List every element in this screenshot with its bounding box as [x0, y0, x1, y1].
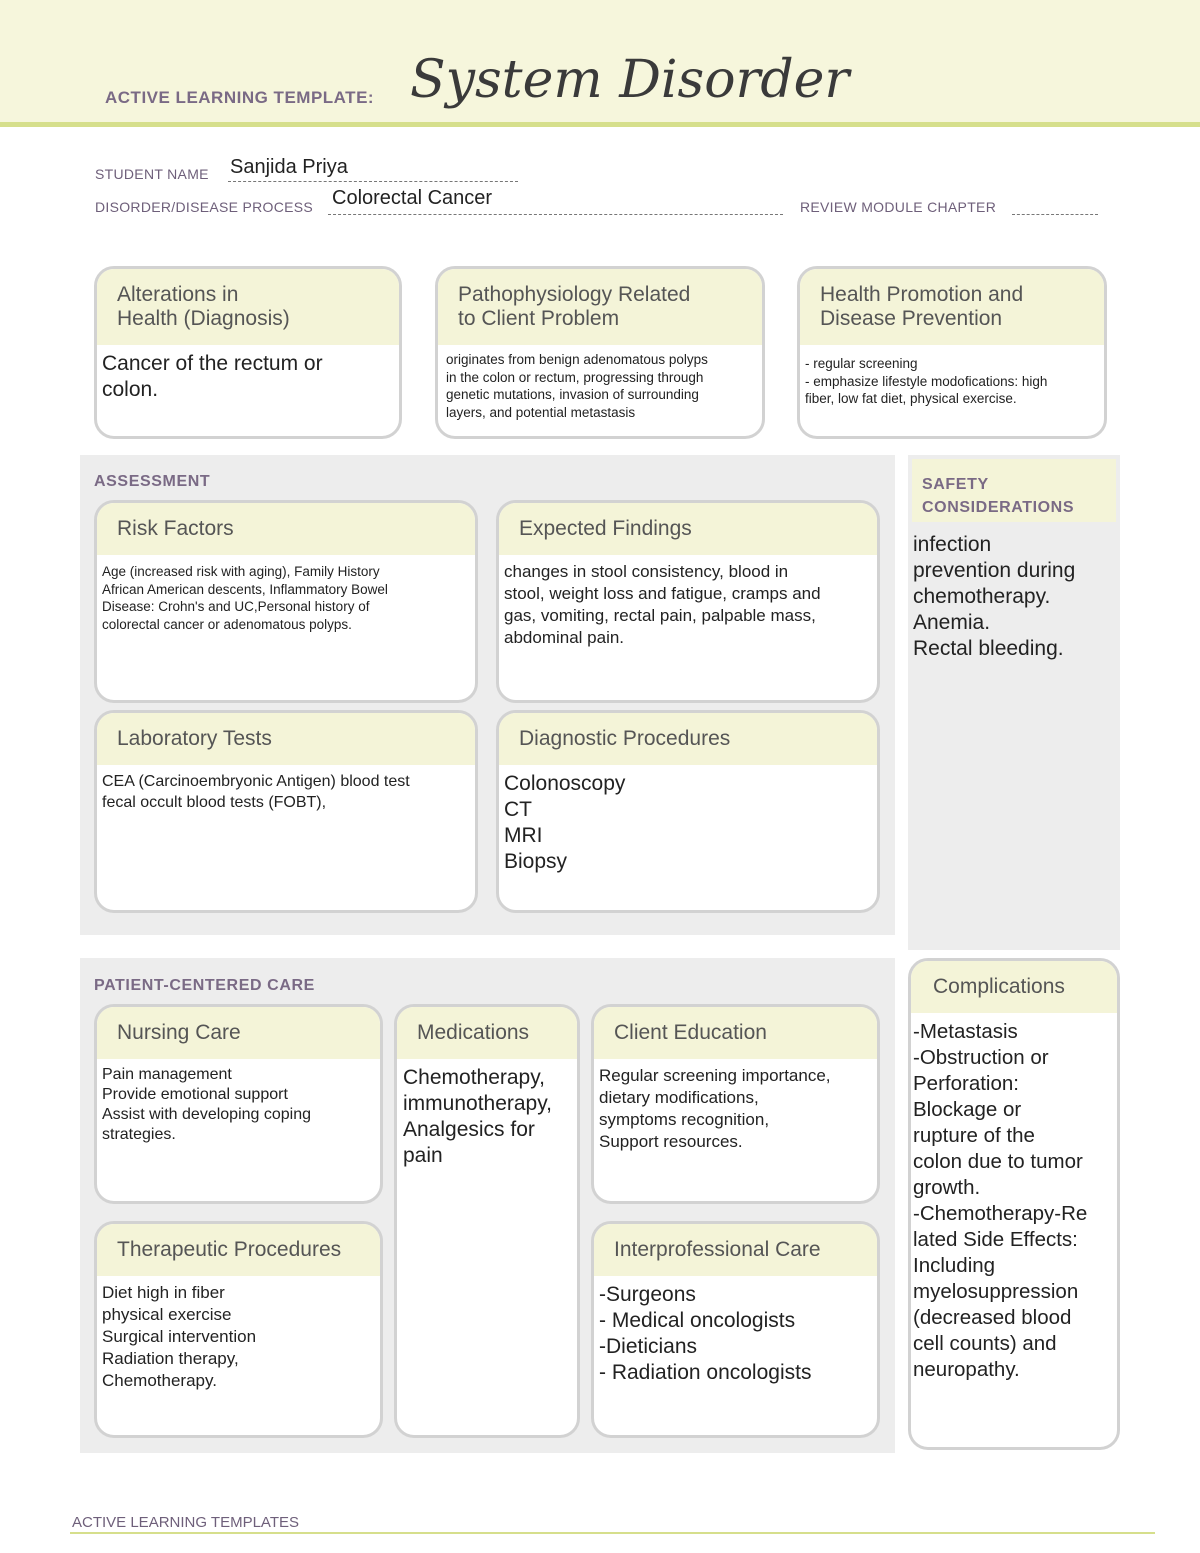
- health-promotion-title: Health Promotion and Disease Prevention: [800, 269, 1104, 345]
- health-promotion-box: [797, 266, 1107, 439]
- safety-label: SAFETY CONSIDERATIONS: [922, 476, 1075, 516]
- complications-text[interactable]: -Metastasis -Obstruction or Perforation: Blockage or rupture of the colon due to tumor growth. -Chemotherapy-Re lated Side Effects: Including myelosuppression (decreased blood cell counts) and neuropathy.: [913, 1020, 1088, 1381]
- risk-factors-text[interactable]: Age (increased risk with aging), Family History African American descents, Inflammatory Bowel Disease: Crohn's and UC,Personal history of colorectal cancer or adenomatous polyps.: [102, 564, 388, 632]
- template-label: ACTIVE LEARNING TEMPLATE:: [105, 88, 375, 107]
- nursing-care-title: Nursing Care: [97, 1007, 380, 1059]
- alterations-title: Alterations in Health (Diagnosis): [97, 269, 399, 345]
- alterations-text[interactable]: Cancer of the rectum or colon.: [102, 352, 323, 401]
- therapeutic-procedures-box: [94, 1221, 383, 1438]
- medications-box: [394, 1004, 580, 1438]
- alterations-box: [94, 266, 402, 439]
- template-title: System Disorder: [410, 50, 850, 110]
- complications-title: Complications: [911, 961, 1117, 1013]
- therapeutic-procedures-text[interactable]: Diet high in fiber physical exercise Surgical intervention Radiation therapy, Chemotherapy.: [102, 1283, 257, 1390]
- patient-centered-care-label: PATIENT-CENTERED CARE: [94, 977, 315, 994]
- laboratory-tests-text[interactable]: CEA (Carcinoembryonic Antigen) blood test fecal occult blood tests (FOBT),: [102, 773, 410, 811]
- laboratory-tests-title: Laboratory Tests: [97, 713, 475, 765]
- risk-factors-box: [94, 500, 478, 703]
- health-promotion-text[interactable]: - regular screening - emphasize lifestyle modofications: high fiber, low fat diet, physical exercise.: [805, 356, 1048, 406]
- diagnostic-procedures-box: [496, 710, 880, 913]
- client-education-text[interactable]: Regular screening importance, dietary modifications, symptoms recognition, Support resources.: [599, 1066, 831, 1151]
- medications-title: Medications: [397, 1007, 577, 1059]
- therapeutic-procedures-title: Therapeutic Procedures: [97, 1224, 380, 1276]
- expected-findings-text[interactable]: changes in stool consistency, blood in stool, weight loss and fatigue, cramps and gas, vomiting, rectal pain, palpable mass, abdominal pain.: [504, 562, 821, 647]
- footer-text: ACTIVE LEARNING TEMPLATES: [72, 1514, 299, 1531]
- pathophysiology-text[interactable]: originates from benign adenomatous polyps in the colon or rectum, progressing through genetic mutations, invasion of surrounding layers, and potential metastasis: [446, 352, 708, 420]
- medications-text[interactable]: Chemotherapy, immunotherapy, Analgesics for pain: [403, 1066, 553, 1167]
- assessment-label: ASSESSMENT: [94, 473, 211, 490]
- safety-section: [908, 455, 1120, 950]
- interprofessional-care-box: [591, 1221, 880, 1438]
- disorder-underline: [328, 214, 783, 215]
- interprofessional-care-title: Interprofessional Care: [594, 1224, 877, 1276]
- pathophysiology-title: Pathophysiology Related to Client Problem: [438, 269, 762, 345]
- diagnostic-procedures-text[interactable]: Colonoscopy CT MRI Biopsy: [504, 772, 626, 873]
- student-name-label: STUDENT NAME: [95, 166, 209, 182]
- disorder-field[interactable]: Colorectal Cancer: [332, 187, 493, 209]
- complications-box: [908, 958, 1120, 1450]
- interprofessional-care-text[interactable]: -Surgeons - Medical oncologists -Dieticians - Radiation oncologists: [599, 1283, 812, 1384]
- expected-findings-box: [496, 500, 880, 703]
- header-rule: [0, 122, 1200, 127]
- disorder-label: DISORDER/DISEASE PROCESS: [95, 199, 314, 215]
- nursing-care-text[interactable]: Pain management Provide emotional support Assist with developing coping strategies.: [102, 1066, 312, 1143]
- diagnostic-procedures-title: Diagnostic Procedures: [499, 713, 877, 765]
- pathophysiology-box: [435, 266, 765, 439]
- nursing-care-box: [94, 1004, 383, 1204]
- client-education-box: [591, 1004, 880, 1204]
- footer-rule: [70, 1532, 1155, 1534]
- risk-factors-title: Risk Factors: [97, 503, 475, 555]
- client-education-title: Client Education: [594, 1007, 877, 1059]
- student-name-underline: [228, 181, 518, 182]
- review-module-field[interactable]: [1012, 214, 1098, 215]
- safety-text[interactable]: infection prevention during chemotherapy. Anemia. Rectal bleeding.: [913, 533, 1076, 660]
- expected-findings-title: Expected Findings: [499, 503, 877, 555]
- student-name-field[interactable]: Sanjida Priya: [230, 156, 348, 178]
- review-module-label: REVIEW MODULE CHAPTER: [800, 199, 997, 215]
- laboratory-tests-box: [94, 710, 478, 913]
